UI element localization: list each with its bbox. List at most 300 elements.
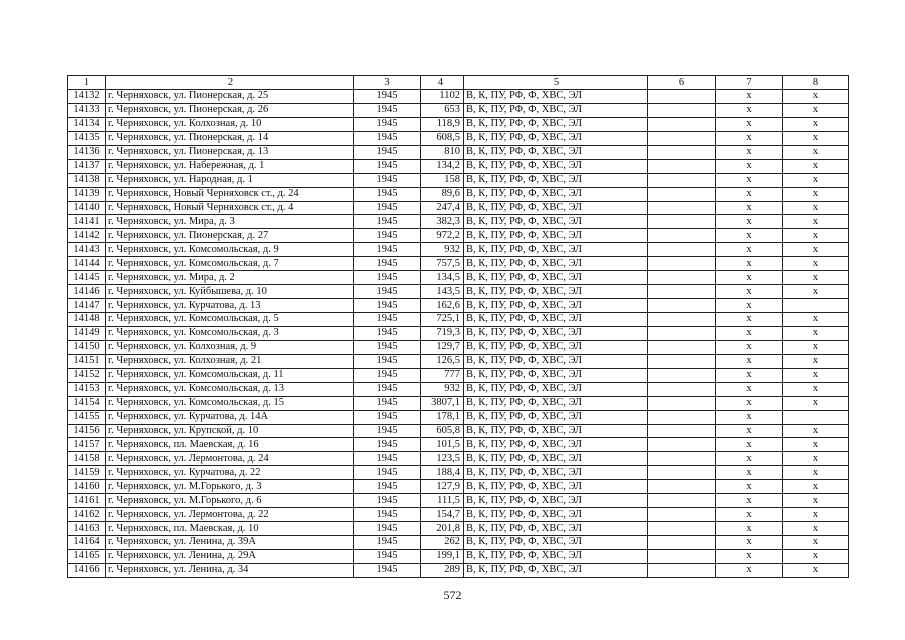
record-number-cell: 14142 [68, 229, 106, 243]
address-cell: г. Черняховск, ул. Ленина, д. 34 [106, 563, 354, 577]
column-6-value-cell [648, 117, 716, 131]
utilities-cell: В, К, ПУ, РФ, Ф, ХВС, ЭЛ [464, 103, 648, 117]
area-cell: 201,8 [421, 522, 464, 536]
area-cell: 162,6 [421, 299, 464, 313]
record-number-cell: 14158 [68, 452, 106, 466]
column-6-value-cell [648, 536, 716, 550]
column-7-mark-cell: х [716, 159, 783, 173]
column-8-mark-cell: х [783, 103, 849, 117]
utilities-cell: В, К, ПУ, РФ, Ф, ХВС, ЭЛ [464, 410, 648, 424]
column-8-mark-cell: х [783, 215, 849, 229]
column-6-value-cell [648, 299, 716, 313]
table-row [68, 522, 849, 536]
table-row [68, 382, 849, 396]
address-cell: г. Черняховск, ул. Мира, д. 3 [106, 215, 354, 229]
area-cell: 188,4 [421, 466, 464, 480]
year-built-cell: 1945 [354, 508, 421, 522]
year-built-cell: 1945 [354, 452, 421, 466]
year-built-cell: 1945 [354, 563, 421, 577]
area-cell: 118,9 [421, 117, 464, 131]
column-8-mark-cell: х [783, 508, 849, 522]
utilities-cell: В, К, ПУ, РФ, Ф, ХВС, ЭЛ [464, 271, 648, 285]
column-6-value-cell [648, 243, 716, 257]
utilities-cell: В, К, ПУ, РФ, Ф, ХВС, ЭЛ [464, 466, 648, 480]
utilities-cell: В, К, ПУ, РФ, Ф, ХВС, ЭЛ [464, 382, 648, 396]
year-built-cell: 1945 [354, 313, 421, 327]
address-cell: г. Черняховск, ул. Крупской, д. 10 [106, 424, 354, 438]
column-6-value-cell [648, 187, 716, 201]
record-number-cell: 14136 [68, 145, 106, 159]
address-cell: г. Черняховск, пл. Маевская, д. 10 [106, 522, 354, 536]
area-cell: 605,8 [421, 424, 464, 438]
column-8-mark-cell: х [783, 145, 849, 159]
record-number-cell: 14157 [68, 438, 106, 452]
column-8-mark-cell [783, 299, 849, 313]
year-built-cell: 1945 [354, 117, 421, 131]
column-6-value-cell [648, 396, 716, 410]
year-built-cell: 1945 [354, 159, 421, 173]
address-cell: г. Черняховск, ул. Комсомольская, д. 7 [106, 257, 354, 271]
column-7-mark-cell: х [716, 131, 783, 145]
table-row [68, 229, 849, 243]
area-cell: 178,1 [421, 410, 464, 424]
column-7-mark-cell: х [716, 201, 783, 215]
utilities-cell: В, К, ПУ, РФ, Ф, ХВС, ЭЛ [464, 494, 648, 508]
area-cell: 247,4 [421, 201, 464, 215]
table-row [68, 257, 849, 271]
utilities-cell: В, К, ПУ, РФ, Ф, ХВС, ЭЛ [464, 452, 648, 466]
area-cell: 154,7 [421, 508, 464, 522]
record-number-cell: 14146 [68, 285, 106, 299]
column-6-value-cell [648, 494, 716, 508]
column-8-mark-cell: х [783, 257, 849, 271]
address-cell: г. Черняховск, ул. Колхозная, д. 21 [106, 354, 354, 368]
year-built-cell: 1945 [354, 257, 421, 271]
column-7-mark-cell: х [716, 494, 783, 508]
record-number-cell: 14150 [68, 340, 106, 354]
column-6-value-cell [648, 103, 716, 117]
column-6-value-cell [648, 90, 716, 104]
area-cell: 932 [421, 243, 464, 257]
table-row [68, 494, 849, 508]
column-7-mark-cell: х [716, 299, 783, 313]
record-number-cell: 14152 [68, 368, 106, 382]
column-7-mark-cell: х [716, 396, 783, 410]
column-6-value-cell [648, 131, 716, 145]
utilities-cell: В, К, ПУ, РФ, Ф, ХВС, ЭЛ [464, 326, 648, 340]
column-7-mark-cell: х [716, 117, 783, 131]
column-6-value-cell [648, 563, 716, 577]
utilities-cell: В, К, ПУ, РФ, Ф, ХВС, ЭЛ [464, 243, 648, 257]
column-7-mark-cell: х [716, 90, 783, 104]
year-built-cell: 1945 [354, 396, 421, 410]
area-cell: 134,5 [421, 271, 464, 285]
address-cell: г. Черняховск, ул. Лермонтова, д. 24 [106, 452, 354, 466]
area-cell: 777 [421, 368, 464, 382]
table-row [68, 299, 849, 313]
address-cell: г. Черняховск, ул. Комсомольская, д. 13 [106, 382, 354, 396]
record-number-cell: 14145 [68, 271, 106, 285]
address-cell: г. Черняховск, ул. М.Горького, д. 3 [106, 480, 354, 494]
column-header-2: 2 [106, 76, 354, 90]
area-cell: 199,1 [421, 549, 464, 563]
record-number-cell: 14164 [68, 536, 106, 550]
record-number-cell: 14159 [68, 466, 106, 480]
record-number-cell: 14138 [68, 173, 106, 187]
table-row [68, 173, 849, 187]
column-6-value-cell [648, 354, 716, 368]
column-6-value-cell [648, 382, 716, 396]
table-row [68, 396, 849, 410]
table-row [68, 354, 849, 368]
address-cell: г. Черняховск, ул. Комсомольская, д. 3 [106, 326, 354, 340]
utilities-cell: В, К, ПУ, РФ, Ф, ХВС, ЭЛ [464, 354, 648, 368]
address-cell: г. Черняховск, пл. Маевская, д. 16 [106, 438, 354, 452]
area-cell: 158 [421, 173, 464, 187]
address-cell: г. Черняховск, ул. Мира, д. 2 [106, 271, 354, 285]
record-number-cell: 14134 [68, 117, 106, 131]
column-8-mark-cell: х [783, 159, 849, 173]
table-row [68, 243, 849, 257]
address-cell: г. Черняховск, ул. Пионерская, д. 27 [106, 229, 354, 243]
address-cell: г. Черняховск, ул. Комсомольская, д. 5 [106, 313, 354, 327]
column-7-mark-cell: х [716, 480, 783, 494]
address-cell: г. Черняховск, ул. Лермонтова, д. 22 [106, 508, 354, 522]
column-header-1: 1 [68, 76, 106, 90]
column-7-mark-cell: х [716, 424, 783, 438]
column-6-value-cell [648, 438, 716, 452]
area-cell: 143,5 [421, 285, 464, 299]
record-number-cell: 14161 [68, 494, 106, 508]
utilities-cell: В, К, ПУ, РФ, Ф, ХВС, ЭЛ [464, 424, 648, 438]
area-cell: 810 [421, 145, 464, 159]
address-cell: г. Черняховск, ул. Курчатова, д. 13 [106, 299, 354, 313]
area-cell: 134,2 [421, 159, 464, 173]
column-6-value-cell [648, 229, 716, 243]
column-6-value-cell [648, 480, 716, 494]
housing-register-table [67, 75, 849, 578]
year-built-cell: 1945 [354, 229, 421, 243]
record-number-cell: 14153 [68, 382, 106, 396]
column-7-mark-cell: х [716, 508, 783, 522]
table-row [68, 340, 849, 354]
column-8-mark-cell: х [783, 117, 849, 131]
area-cell: 972,2 [421, 229, 464, 243]
column-6-value-cell [648, 410, 716, 424]
utilities-cell: В, К, ПУ, РФ, Ф, ХВС, ЭЛ [464, 299, 648, 313]
utilities-cell: В, К, ПУ, РФ, Ф, ХВС, ЭЛ [464, 549, 648, 563]
area-cell: 608,5 [421, 131, 464, 145]
area-cell: 932 [421, 382, 464, 396]
year-built-cell: 1945 [354, 103, 421, 117]
address-cell: г. Черняховск, ул. Комсомольская, д. 11 [106, 368, 354, 382]
address-cell: г. Черняховск, ул. Колхозная, д. 10 [106, 117, 354, 131]
utilities-cell: В, К, ПУ, РФ, Ф, ХВС, ЭЛ [464, 438, 648, 452]
area-cell: 382,3 [421, 215, 464, 229]
record-number-cell: 14137 [68, 159, 106, 173]
column-6-value-cell [648, 466, 716, 480]
utilities-cell: В, К, ПУ, РФ, Ф, ХВС, ЭЛ [464, 187, 648, 201]
record-number-cell: 14151 [68, 354, 106, 368]
year-built-cell: 1945 [354, 368, 421, 382]
year-built-cell: 1945 [354, 494, 421, 508]
column-8-mark-cell: х [783, 131, 849, 145]
table-row [68, 145, 849, 159]
column-8-mark-cell: х [783, 243, 849, 257]
record-number-cell: 14155 [68, 410, 106, 424]
area-cell: 262 [421, 536, 464, 550]
address-cell: г. Черняховск, ул. Пионерская, д. 14 [106, 131, 354, 145]
table-row [68, 452, 849, 466]
record-number-cell: 14148 [68, 313, 106, 327]
column-7-mark-cell: х [716, 466, 783, 480]
table-row [68, 424, 849, 438]
column-6-value-cell [648, 145, 716, 159]
address-cell: г. Черняховск, ул. Комсомольская, д. 9 [106, 243, 354, 257]
area-cell: 1102 [421, 90, 464, 104]
column-7-mark-cell: х [716, 368, 783, 382]
area-cell: 101,5 [421, 438, 464, 452]
column-7-mark-cell: х [716, 313, 783, 327]
table-row [68, 368, 849, 382]
table-row [68, 536, 849, 550]
record-number-cell: 14166 [68, 563, 106, 577]
record-number-cell: 14160 [68, 480, 106, 494]
year-built-cell: 1945 [354, 536, 421, 550]
table-row [68, 187, 849, 201]
table-row [68, 90, 849, 104]
year-built-cell: 1945 [354, 271, 421, 285]
column-7-mark-cell: х [716, 549, 783, 563]
year-built-cell: 1945 [354, 549, 421, 563]
area-cell: 757,5 [421, 257, 464, 271]
column-6-value-cell [648, 313, 716, 327]
column-8-mark-cell: х [783, 522, 849, 536]
column-8-mark-cell: х [783, 382, 849, 396]
year-built-cell: 1945 [354, 173, 421, 187]
column-6-value-cell [648, 201, 716, 215]
area-cell: 126,5 [421, 354, 464, 368]
address-cell: г. Черняховск, ул. Колхозная, д. 9 [106, 340, 354, 354]
table-row [68, 549, 849, 563]
column-8-mark-cell: х [783, 480, 849, 494]
utilities-cell: В, К, ПУ, РФ, Ф, ХВС, ЭЛ [464, 522, 648, 536]
table-row [68, 215, 849, 229]
column-8-mark-cell: х [783, 313, 849, 327]
address-cell: г. Черняховск, ул. Пионерская, д. 26 [106, 103, 354, 117]
column-6-value-cell [648, 452, 716, 466]
column-6-value-cell [648, 522, 716, 536]
record-number-cell: 14156 [68, 424, 106, 438]
utilities-cell: В, К, ПУ, РФ, Ф, ХВС, ЭЛ [464, 536, 648, 550]
table-row [68, 508, 849, 522]
column-7-mark-cell: х [716, 215, 783, 229]
column-7-mark-cell: х [716, 103, 783, 117]
area-cell: 653 [421, 103, 464, 117]
column-8-mark-cell: х [783, 396, 849, 410]
address-cell: г. Черняховск, ул. Курчатова, д. 14А [106, 410, 354, 424]
column-7-mark-cell: х [716, 173, 783, 187]
address-cell: г. Черняховск, ул. Народная, д. 1 [106, 173, 354, 187]
table-row [68, 201, 849, 215]
utilities-cell: В, К, ПУ, РФ, Ф, ХВС, ЭЛ [464, 131, 648, 145]
column-8-mark-cell: х [783, 452, 849, 466]
column-8-mark-cell: х [783, 563, 849, 577]
column-header-3: 3 [354, 76, 421, 90]
record-number-cell: 14165 [68, 549, 106, 563]
year-built-cell: 1945 [354, 340, 421, 354]
year-built-cell: 1945 [354, 438, 421, 452]
column-7-mark-cell: х [716, 382, 783, 396]
column-7-mark-cell: х [716, 187, 783, 201]
column-8-mark-cell: х [783, 354, 849, 368]
record-number-cell: 14143 [68, 243, 106, 257]
column-6-value-cell [648, 326, 716, 340]
area-cell: 111,5 [421, 494, 464, 508]
column-7-mark-cell: х [716, 285, 783, 299]
utilities-cell: В, К, ПУ, РФ, Ф, ХВС, ЭЛ [464, 257, 648, 271]
record-number-cell: 14140 [68, 201, 106, 215]
table-row [68, 103, 849, 117]
year-built-cell: 1945 [354, 480, 421, 494]
address-cell: г. Черняховск, ул. Ленина, д. 39А [106, 536, 354, 550]
address-cell: г. Черняховск, ул. Курчатова, д. 22 [106, 466, 354, 480]
register-sheet [67, 75, 849, 578]
area-cell: 725,1 [421, 313, 464, 327]
column-7-mark-cell: х [716, 243, 783, 257]
utilities-cell: В, К, ПУ, РФ, Ф, ХВС, ЭЛ [464, 313, 648, 327]
column-header-7: 7 [716, 76, 783, 90]
column-6-value-cell [648, 159, 716, 173]
column-8-mark-cell: х [783, 424, 849, 438]
column-7-mark-cell: х [716, 340, 783, 354]
column-7-mark-cell: х [716, 257, 783, 271]
column-7-mark-cell: х [716, 271, 783, 285]
address-cell: г. Черняховск, ул. Ленина, д. 29А [106, 549, 354, 563]
column-7-mark-cell: х [716, 438, 783, 452]
column-number-row [68, 76, 849, 90]
column-6-value-cell [648, 508, 716, 522]
year-built-cell: 1945 [354, 243, 421, 257]
record-number-cell: 14139 [68, 187, 106, 201]
utilities-cell: В, К, ПУ, РФ, Ф, ХВС, ЭЛ [464, 145, 648, 159]
table-row [68, 117, 849, 131]
column-8-mark-cell: х [783, 438, 849, 452]
record-number-cell: 14163 [68, 522, 106, 536]
year-built-cell: 1945 [354, 354, 421, 368]
address-cell: г. Черняховск, ул. Комсомольская, д. 15 [106, 396, 354, 410]
column-8-mark-cell: х [783, 285, 849, 299]
column-7-mark-cell: х [716, 326, 783, 340]
year-built-cell: 1945 [354, 285, 421, 299]
year-built-cell: 1945 [354, 410, 421, 424]
year-built-cell: 1945 [354, 522, 421, 536]
column-7-mark-cell: х [716, 410, 783, 424]
year-built-cell: 1945 [354, 201, 421, 215]
column-6-value-cell [648, 340, 716, 354]
record-number-cell: 14147 [68, 299, 106, 313]
column-8-mark-cell: х [783, 466, 849, 480]
address-cell: г. Черняховск, ул. Куйбышева, д. 10 [106, 285, 354, 299]
column-6-value-cell [648, 549, 716, 563]
utilities-cell: В, К, ПУ, РФ, Ф, ХВС, ЭЛ [464, 396, 648, 410]
column-7-mark-cell: х [716, 354, 783, 368]
column-8-mark-cell: х [783, 494, 849, 508]
register-body [68, 90, 849, 578]
year-built-cell: 1945 [354, 131, 421, 145]
column-8-mark-cell: х [783, 201, 849, 215]
utilities-cell: В, К, ПУ, РФ, Ф, ХВС, ЭЛ [464, 563, 648, 577]
page-number: 572 [443, 588, 462, 602]
table-row [68, 313, 849, 327]
utilities-cell: В, К, ПУ, РФ, Ф, ХВС, ЭЛ [464, 173, 648, 187]
column-6-value-cell [648, 285, 716, 299]
area-cell: 289 [421, 563, 464, 577]
column-7-mark-cell: х [716, 522, 783, 536]
column-7-mark-cell: х [716, 536, 783, 550]
table-row [68, 131, 849, 145]
area-cell: 123,5 [421, 452, 464, 466]
column-8-mark-cell: х [783, 187, 849, 201]
year-built-cell: 1945 [354, 299, 421, 313]
table-row [68, 271, 849, 285]
area-cell: 3807,1 [421, 396, 464, 410]
column-7-mark-cell: х [716, 229, 783, 243]
column-8-mark-cell: х [783, 271, 849, 285]
year-built-cell: 1945 [354, 215, 421, 229]
column-8-mark-cell: х [783, 549, 849, 563]
year-built-cell: 1945 [354, 187, 421, 201]
column-header-4: 4 [421, 76, 464, 90]
table-row [68, 159, 849, 173]
column-8-mark-cell [783, 410, 849, 424]
record-number-cell: 14141 [68, 215, 106, 229]
column-8-mark-cell: х [783, 90, 849, 104]
year-built-cell: 1945 [354, 382, 421, 396]
utilities-cell: В, К, ПУ, РФ, Ф, ХВС, ЭЛ [464, 229, 648, 243]
utilities-cell: В, К, ПУ, РФ, Ф, ХВС, ЭЛ [464, 159, 648, 173]
column-6-value-cell [648, 257, 716, 271]
column-8-mark-cell: х [783, 536, 849, 550]
column-7-mark-cell: х [716, 452, 783, 466]
year-built-cell: 1945 [354, 145, 421, 159]
column-8-mark-cell: х [783, 326, 849, 340]
record-number-cell: 14144 [68, 257, 106, 271]
table-row [68, 326, 849, 340]
record-number-cell: 14135 [68, 131, 106, 145]
area-cell: 719,3 [421, 326, 464, 340]
utilities-cell: В, К, ПУ, РФ, Ф, ХВС, ЭЛ [464, 368, 648, 382]
column-8-mark-cell: х [783, 229, 849, 243]
record-number-cell: 14162 [68, 508, 106, 522]
utilities-cell: В, К, ПУ, РФ, Ф, ХВС, ЭЛ [464, 340, 648, 354]
column-header-6: 6 [648, 76, 716, 90]
column-6-value-cell [648, 271, 716, 285]
address-cell: г. Черняховск, ул. Пионерская, д. 13 [106, 145, 354, 159]
address-cell: г. Черняховск, Новый Черняховск ст., д. 4 [106, 201, 354, 215]
record-number-cell: 14149 [68, 326, 106, 340]
year-built-cell: 1945 [354, 90, 421, 104]
utilities-cell: В, К, ПУ, РФ, Ф, ХВС, ЭЛ [464, 285, 648, 299]
utilities-cell: В, К, ПУ, РФ, Ф, ХВС, ЭЛ [464, 201, 648, 215]
table-row [68, 466, 849, 480]
column-6-value-cell [648, 173, 716, 187]
area-cell: 89,6 [421, 187, 464, 201]
table-row [68, 410, 849, 424]
address-cell: г. Черняховск, Новый Черняховск ст., д. 24 [106, 187, 354, 201]
column-8-mark-cell: х [783, 368, 849, 382]
table-row [68, 438, 849, 452]
